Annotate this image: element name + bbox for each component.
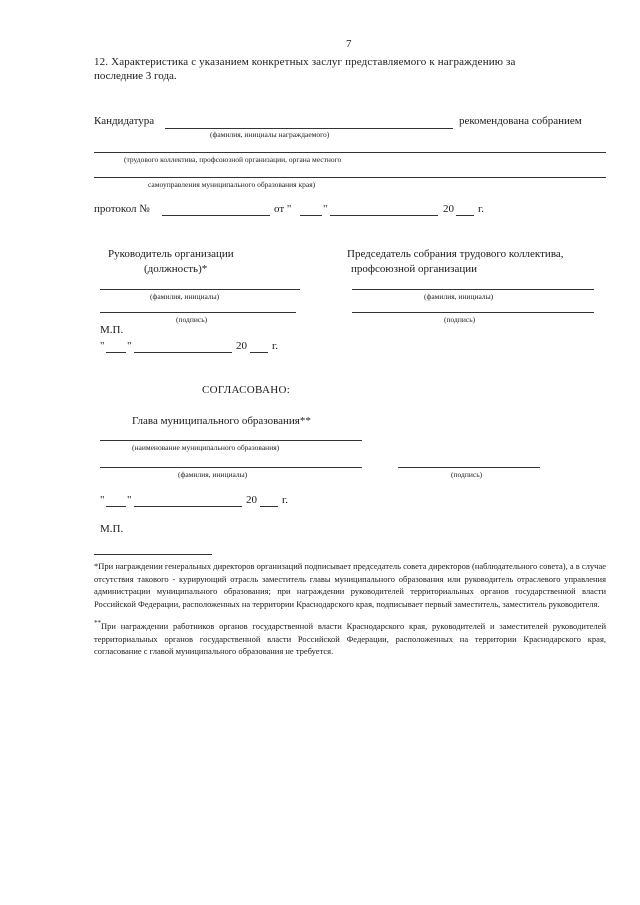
sig-date-open: " (100, 340, 105, 352)
protocol-label: протокол № (94, 203, 150, 215)
right-fio-field[interactable] (352, 289, 594, 290)
approved-day-field[interactable] (106, 506, 126, 507)
approved-title: СОГЛАСОВАНО: (202, 384, 291, 396)
sig-year-field[interactable] (250, 352, 268, 353)
protocol-month-field[interactable] (330, 215, 438, 216)
sig-year-prefix: 20 (236, 340, 247, 352)
candidacy-label: Кандидатура (94, 115, 155, 127)
approved-g: г. (282, 494, 289, 506)
sig-month-field[interactable] (134, 352, 232, 353)
approved-head: Глава муниципального образования** (132, 415, 311, 427)
left-sign-field[interactable] (100, 312, 296, 313)
protocol-year-prefix: 20 (443, 203, 454, 215)
collective-field[interactable] (94, 152, 606, 153)
approved-year-field[interactable] (260, 506, 278, 507)
right-hint-fio: (фамилия, инициалы) (424, 292, 494, 301)
protocol-day-field[interactable] (300, 215, 322, 216)
page-number: 7 (346, 38, 352, 50)
right-hint-sign: (подпись) (444, 315, 476, 324)
stamp-place-2: М.П. (100, 523, 124, 535)
approved-year-prefix: 20 (246, 494, 257, 506)
footnote-2-block (94, 620, 606, 658)
approved-date-mid: " (127, 494, 132, 506)
hint-mo-name: (наименование муниципального образования) (132, 443, 280, 452)
approved-hint-fio: (фамилия, инициалы) (178, 470, 248, 479)
protocol-number-field[interactable] (162, 215, 270, 216)
left-hint-sign: (подпись) (176, 315, 208, 324)
candidate-name-field[interactable] (165, 128, 453, 129)
mo-name-field[interactable] (100, 440, 362, 441)
stamp-place-1: М.П. (100, 324, 124, 336)
protocol-from: от " (274, 203, 292, 215)
footnote-2: При награждении работников органов государственной власти Краснодарского края, руководителей и заместителей руководителей территориальных органов государственной власти Российской Федерации, расположенных на территории Краснодарского края, согласование с главой муниципального образования не требуется. (94, 621, 606, 656)
right-sign-field[interactable] (352, 312, 594, 313)
recommended-text: рекомендована собранием (459, 115, 582, 127)
approved-hint-sign: (подпись) (451, 470, 483, 479)
selfgov-field[interactable] (94, 177, 606, 178)
protocol-year-field[interactable] (456, 215, 474, 216)
sig-day-field[interactable] (106, 352, 126, 353)
hint-candidate-name: (фамилия, инициалы награждаемого) (210, 130, 330, 139)
right-title-2: профсоюзной организации (351, 263, 478, 275)
footnote-2-mark: ** (94, 619, 101, 628)
protocol-quote-close: " (323, 203, 328, 215)
item-12-line1: 12. Характеристика с указанием конкретных заслуг представляемого к награждению за (94, 56, 516, 68)
left-title-1: Руководитель организации (108, 248, 234, 260)
right-title-1: Председатель собрания трудового коллектива, (347, 248, 564, 260)
protocol-g: г. (478, 203, 485, 215)
left-title-2: (должность)* (144, 263, 208, 275)
sig-g: г. (272, 340, 279, 352)
left-hint-fio: (фамилия, инициалы) (150, 292, 220, 301)
footnote-divider (94, 554, 212, 555)
item-12-line2: последние 3 года. (94, 70, 177, 82)
approved-date-open: " (100, 494, 105, 506)
approved-sign-field[interactable] (398, 467, 540, 468)
sig-date-mid: " (127, 340, 132, 352)
footnote-1: *При награждении генеральных директоров организаций подписывает председатель совета директоров (наблюдательного совета), а в случае отсутствия такового - курирующий отрасль заместитель главы муниципального образования или руководитель отраслевого управления администрации муниципального образования; при награждении руководителей территориальных органов государственной власти Российской Федерации, расположенных на территории Краснодарского края, подписывает первый заместитель, заместитель руководителя. (94, 561, 606, 609)
approved-fio-field[interactable] (100, 467, 362, 468)
left-fio-field[interactable] (100, 289, 300, 290)
hint-selfgov: самоуправления муниципального образования края) (148, 180, 316, 189)
approved-month-field[interactable] (134, 506, 242, 507)
hint-collective: (трудового коллектива, профсоюзной организации, органа местного (124, 155, 342, 164)
